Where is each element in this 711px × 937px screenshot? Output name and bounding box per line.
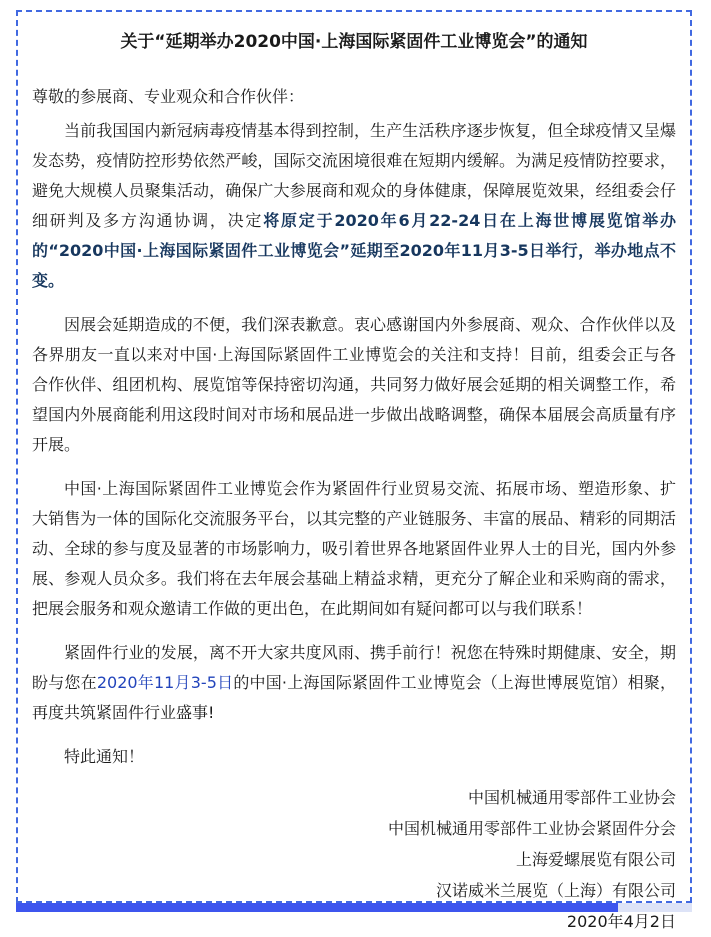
notice-border-box: [16, 10, 692, 931]
text-segment: 将原定于2020年6月22-24日在上海世博展览馆举办的“2020中国·上海国际紧固件工业博览会”延期至2020年11月3-5日举行，举办地点不变。: [32, 211, 676, 290]
signature-block: [32, 782, 676, 937]
horizontal-scrollbar-thumb[interactable]: [16, 903, 618, 912]
paragraph: [32, 742, 676, 772]
text-segment: 的中国·上海国际紧固件工业博览会（上海世博展览馆）相聚，再度共筑紧固件行业盛事!: [32, 673, 676, 722]
horizontal-scrollbar[interactable]: [16, 903, 692, 912]
page-title: 关于“延期举办2020中国·上海国际紧固件工业博览会”的通知: [120, 32, 588, 52]
text-segment: 中国·上海国际紧固件工业博览会作为紧固件行业贸易交流、拓展市场、塑造形象、扩大销售为一体的国际化交流服务平台，以其完整的产业链服务、丰富的展品、精彩的同期活动、全球的参与度及显著的市场影响力，吸引着世界各地紧固件业界人士的目光，国内外参展、参观人员众多。我们将在去年展会基础上精益求精，更充分了解企业和采购商的需求，把展会服务和观众邀请工作做的更出色，在此期间如有疑问都可以与我们联系！: [32, 479, 676, 618]
greeting-line: 尊敬的参展商、专业观众和合作伙伴：: [32, 87, 305, 106]
text-segment: 2020年11月3-5日: [96, 673, 234, 692]
signature-date: 2020年4月2日: [566, 912, 676, 931]
text-segment: 当前我国国内新冠病毒疫情基本得到控制，生产生活秩序逐步恢复，但全球疫情又呈爆发态势，疫情防控形势依然严峻，国际交流困境很难在短期内缓解。为满足疫情防控要求，避免大规模人员聚集活动，确保广大参展商和观众的身体健康，保障展览效果，经组委会仔细研判及多方沟通协调，决定: [32, 121, 676, 230]
paragraph: [32, 310, 676, 460]
paragraph: [32, 116, 676, 296]
text-segment: 因展会延期造成的不便，我们深表歉意。衷心感谢国内外参展商、观众、合作伙伴以及各界朋友一直以来对中国·上海国际紧固件工业博览会的关注和支持！目前，组委会正与各合作伙伴、组团机构、展览馆等保持密切沟通，共同努力做好展会延期的相关调整工作，希望国内外展商能利用这段时间对市场和展品进一步做出战略调整，确保本届展会高质量有序开展。: [32, 315, 676, 454]
paragraphs: [32, 116, 676, 772]
paragraph: [32, 638, 676, 728]
signature-org-2: 中国机械通用零部件工业协会紧固件分会: [387, 819, 676, 838]
signature-org-4: 汉诺威米兰展览（上海）有限公司: [435, 881, 676, 900]
text-segment: 特此通知！: [64, 747, 145, 766]
signature-org-1: 中国机械通用零部件工业协会: [467, 788, 676, 807]
signature-org-3: 上海爱螺展览有限公司: [515, 850, 676, 869]
text-segment: 紧固件行业的发展，离不开大家共度风雨、携手前行！祝您在特殊时期健康、安全，期盼与您在: [32, 643, 676, 692]
paragraph: [32, 474, 676, 624]
